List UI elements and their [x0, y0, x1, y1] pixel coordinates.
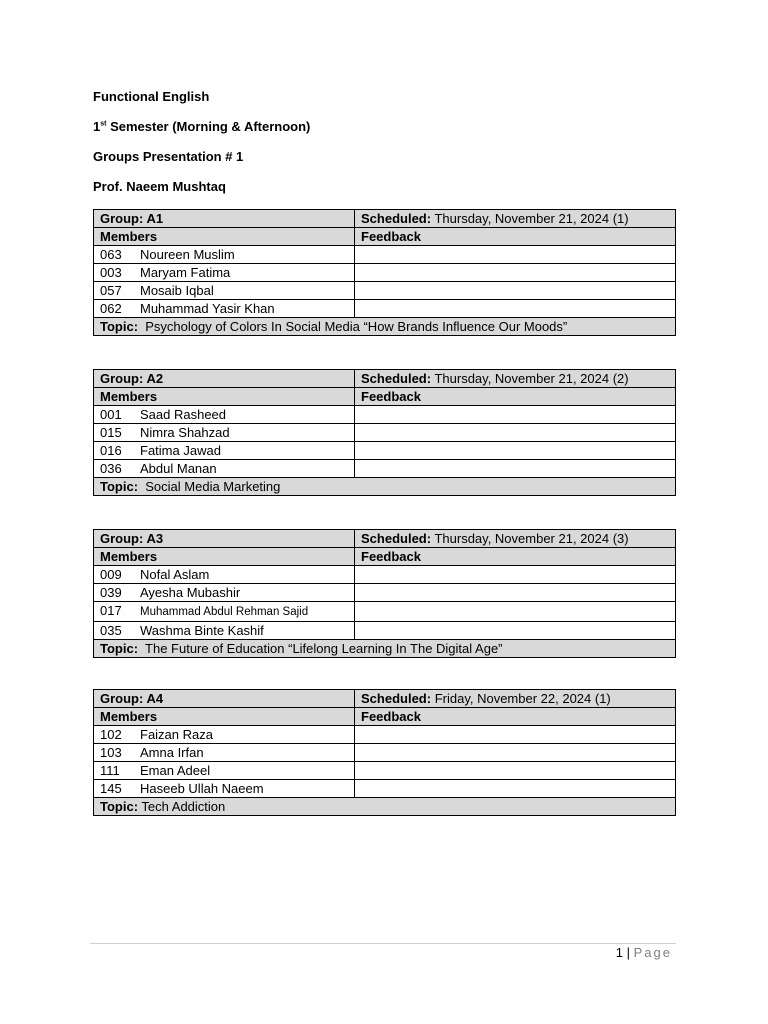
- member-name: Muhammad Yasir Khan: [140, 301, 275, 316]
- member-cell: [94, 442, 355, 460]
- column-header-row: [94, 548, 676, 566]
- scheduled-cell: Scheduled: Thursday, November 21, 2024 (2): [355, 370, 676, 388]
- member-cell: [94, 460, 355, 478]
- member-name: Nofal Aslam: [140, 567, 210, 582]
- feedback-cell: [355, 300, 676, 318]
- feedback-header: Feedback: [355, 388, 676, 406]
- member-roll: 103: [100, 745, 122, 760]
- semester-line: [93, 118, 310, 148]
- scheduled-cell: Scheduled: Thursday, November 21, 2024 (3): [355, 530, 676, 548]
- group-table-a3: [93, 529, 676, 658]
- feedback-cell: [355, 780, 676, 798]
- scheduled-date: Thursday, November 21, 2024 (3): [434, 531, 629, 546]
- group-header-row: [94, 690, 676, 708]
- page-word: Page: [633, 945, 672, 960]
- member-name: Abdul Manan: [140, 461, 217, 476]
- member-roll: 035: [100, 623, 122, 638]
- topic-row: [94, 798, 676, 816]
- table-row: [94, 622, 676, 640]
- member-roll: 001: [100, 407, 122, 422]
- table-row: [94, 460, 676, 478]
- member-roll: 057: [100, 283, 122, 298]
- page-number: 1: [615, 945, 623, 960]
- group-table-a2: [93, 369, 676, 496]
- table-row: [94, 726, 676, 744]
- members-header: Members: [94, 548, 355, 566]
- feedback-cell: [355, 762, 676, 780]
- member-cell: [94, 406, 355, 424]
- presentation-title: Groups Presentation # 1: [93, 149, 244, 164]
- group-table-a4: [93, 689, 676, 816]
- feedback-cell: [355, 584, 676, 602]
- column-header-row: [94, 228, 676, 246]
- table-row: [94, 744, 676, 762]
- footer-divider: [90, 943, 676, 944]
- member-name: Nimra Shahzad: [140, 425, 230, 440]
- member-name: Noureen Muslim: [140, 247, 235, 262]
- feedback-cell: [355, 622, 676, 640]
- member-name: Ayesha Mubashir: [140, 585, 241, 600]
- document-header: [93, 88, 310, 208]
- table-row: [94, 264, 676, 282]
- semester-text: Semester (Morning & Afternoon): [106, 119, 311, 134]
- group-id: A4: [146, 691, 164, 706]
- group-header-row: [94, 530, 676, 548]
- topic-cell: Topic: The Future of Education “Lifelong Learning In The Digital Age”: [94, 640, 676, 658]
- member-roll: 063: [100, 247, 122, 262]
- feedback-cell: [355, 726, 676, 744]
- table-row: [94, 442, 676, 460]
- topic-text: The Future of Education “Lifelong Learning In The Digital Age”: [145, 641, 503, 656]
- table-row: [94, 246, 676, 264]
- group-id-cell: Group: A1: [94, 210, 355, 228]
- group-header-row: [94, 370, 676, 388]
- member-cell: [94, 602, 355, 622]
- table-row: [94, 762, 676, 780]
- course-title: Functional English: [93, 89, 210, 104]
- member-cell: [94, 566, 355, 584]
- member-roll: 145: [100, 781, 122, 796]
- member-roll: 003: [100, 265, 122, 280]
- semester-number: 1: [93, 119, 101, 134]
- feedback-cell: [355, 246, 676, 264]
- member-cell: [94, 584, 355, 602]
- member-name: Mosaib Iqbal: [140, 283, 214, 298]
- member-roll: 016: [100, 443, 122, 458]
- member-name: Maryam Fatima: [140, 265, 231, 280]
- scheduled-date: Friday, November 22, 2024 (1): [434, 691, 611, 706]
- topic-cell: Topic: Psychology of Colors In Social Media “How Brands Influence Our Moods”: [94, 318, 676, 336]
- member-name: Faizan Raza: [140, 727, 213, 742]
- member-roll: 039: [100, 585, 122, 600]
- column-header-row: [94, 388, 676, 406]
- group-id: A2: [146, 371, 164, 386]
- member-cell: [94, 282, 355, 300]
- page-footer: [616, 944, 672, 962]
- feedback-header: Feedback: [355, 548, 676, 566]
- topic-text: Tech Addiction: [141, 799, 226, 814]
- feedback-cell: [355, 406, 676, 424]
- topic-cell: Topic: Social Media Marketing: [94, 478, 676, 496]
- topic-cell: Topic: Tech Addiction: [94, 798, 676, 816]
- feedback-cell: [355, 282, 676, 300]
- feedback-cell: [355, 744, 676, 762]
- table-row: [94, 300, 676, 318]
- scheduled-cell: Scheduled: Friday, November 22, 2024 (1): [355, 690, 676, 708]
- professor-name: Prof. Naeem Mushtaq: [93, 179, 226, 194]
- topic-row: [94, 478, 676, 496]
- member-roll: 015: [100, 425, 122, 440]
- topic-text: Psychology of Colors In Social Media “How Brands Influence Our Moods”: [145, 319, 568, 334]
- group-id-cell: Group: A3: [94, 530, 355, 548]
- member-name: Fatima Jawad: [140, 443, 221, 458]
- table-row: [94, 424, 676, 442]
- member-name: Saad Rasheed: [140, 407, 227, 422]
- feedback-cell: [355, 424, 676, 442]
- feedback-cell: [355, 602, 676, 622]
- member-cell: [94, 622, 355, 640]
- table-row: [94, 780, 676, 798]
- member-cell: [94, 780, 355, 798]
- member-cell: [94, 726, 355, 744]
- feedback-cell: [355, 460, 676, 478]
- member-roll: 017: [100, 603, 122, 618]
- member-name: Eman Adeel: [140, 763, 211, 778]
- member-roll: 111: [100, 763, 120, 778]
- member-roll: 036: [100, 461, 122, 476]
- topic-row: [94, 318, 676, 336]
- table-row: [94, 566, 676, 584]
- group-id: A3: [146, 531, 164, 546]
- column-header-row: [94, 708, 676, 726]
- feedback-cell: [355, 264, 676, 282]
- table-row: [94, 602, 676, 622]
- members-header: Members: [94, 388, 355, 406]
- member-cell: [94, 264, 355, 282]
- group-id-cell: Group: A4: [94, 690, 355, 708]
- feedback-cell: [355, 566, 676, 584]
- topic-text: Social Media Marketing: [145, 479, 281, 494]
- member-roll: 062: [100, 301, 122, 316]
- member-roll: 102: [100, 727, 122, 742]
- footer-separator: |: [626, 945, 630, 960]
- scheduled-cell: Scheduled: Thursday, November 21, 2024 (1): [355, 210, 676, 228]
- feedback-header: Feedback: [355, 228, 676, 246]
- semester-ordinal: st: [100, 120, 107, 128]
- member-name: Amna Irfan: [140, 745, 204, 760]
- group-table-a1: [93, 209, 676, 336]
- member-name: Washma Binte Kashif: [140, 623, 264, 638]
- table-row: [94, 584, 676, 602]
- member-cell: [94, 246, 355, 264]
- group-id-cell: Group: A2: [94, 370, 355, 388]
- feedback-header: Feedback: [355, 708, 676, 726]
- member-roll: 009: [100, 567, 122, 582]
- topic-row: [94, 640, 676, 658]
- member-cell: [94, 744, 355, 762]
- table-row: [94, 406, 676, 424]
- member-name: Muhammad Abdul Rehman Sajid: [140, 606, 309, 618]
- member-cell: [94, 300, 355, 318]
- scheduled-date: Thursday, November 21, 2024 (2): [434, 371, 629, 386]
- member-cell: [94, 762, 355, 780]
- group-id: A1: [146, 211, 164, 226]
- member-cell: [94, 424, 355, 442]
- scheduled-date: Thursday, November 21, 2024 (1): [434, 211, 629, 226]
- members-header: Members: [94, 708, 355, 726]
- members-header: Members: [94, 228, 355, 246]
- member-name: Haseeb Ullah Naeem: [140, 781, 264, 796]
- group-header-row: [94, 210, 676, 228]
- feedback-cell: [355, 442, 676, 460]
- table-row: [94, 282, 676, 300]
